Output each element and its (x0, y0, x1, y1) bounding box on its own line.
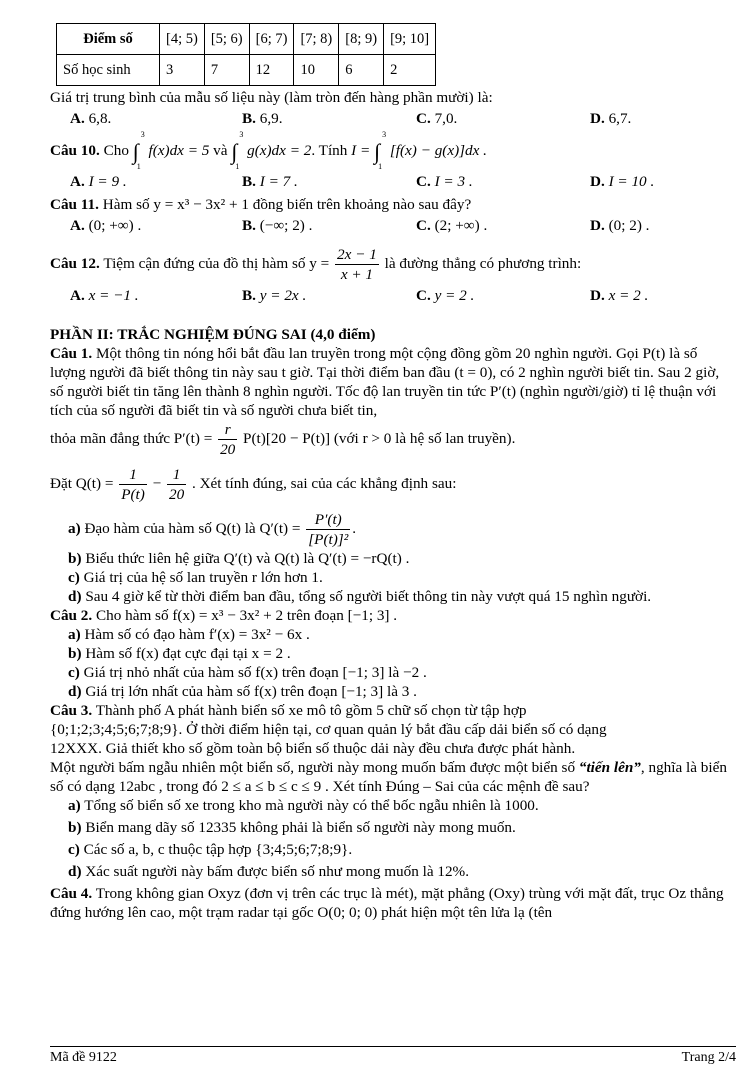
table-cell: 7 (204, 55, 249, 86)
part2-question-1: Câu 1. Một thông tin nóng hổi bắt đầu lan truyền trong một cộng đồng gồm 20 nghìn người. Gọi P(t) là số lượng người đã biết thông tin này sau t giờ. Tại thời điểm ban đầu (t = 0), có 2 nghìn người biết tin. Sau 2 giờ, số người biết tin tăng lên thành 8 nghìn người. Tốc độ lan truyền tin tức P′(t) (nghìn người/giờ) tỉ lệ thuận với tích của số người đã biết tin và số người chưa biết tin, (50, 344, 720, 419)
fraction: $\frac{P'(t)}{\text{[P(t)]²}}$ (308, 510, 349, 548)
fraction: $\frac{1}{20}$ (168, 465, 185, 503)
statement-c: c) Giá trị của hệ số lan truyền r lớn hơn 1. (68, 568, 323, 586)
table-cell: 2 (384, 55, 436, 86)
statement-c: c) Các số a, b, c thuộc tập hợp {3;4;5;6;7;8;9}. (68, 840, 353, 858)
statement-a: a) Đạo hàm của hàm số Q(t) là Q′(t) = $\frac{P'(t)}{\text{[P(t)]²}}$ . (68, 510, 357, 548)
table-cell: [5; 6) (204, 24, 249, 55)
option-b: B. y = 2x . (242, 286, 307, 304)
statement-d: d) Giá trị lớn nhất của hàm số f(x) trên đoạn [−1; 3] là 3 . (68, 682, 417, 700)
question-12: Câu 12. Tiệm cận đứng của đồ thị hàm số y = $\frac{2x - 1}{x + 1}$ là đường thẳng có phương trình: (50, 245, 582, 283)
fraction: $\frac{2x - 1}{x + 1}$ (337, 245, 377, 283)
option-d: D. x = 2 . (590, 286, 649, 304)
option-a: A. 6,8. (70, 110, 112, 127)
page-number: Trang 2/4 (681, 1050, 736, 1065)
table-cell: [7; 8) (294, 24, 339, 55)
option-a: A. (0; +∞) . (70, 216, 142, 234)
part2-question-1-formula: thỏa mãn đẳng thức P′(t) = $\frac{r}{20}$ P(t)[20 − P(t)] (với r > 0 là hệ số lan truyền). (50, 420, 516, 458)
option-a: A. x = −1 . (70, 286, 139, 304)
option-a: A. I = 9 . (70, 172, 127, 190)
table-row (57, 24, 436, 55)
option-c: C. y = 2 . (416, 286, 475, 304)
page-content (50, 23, 736, 922)
part2-question-3-line2: {0;1;2;3;4;5;6;7;8;9}. Ở thời điểm hiện tại, cơ quan quản lý bắt đầu cấp dải biển số có dạng (50, 720, 607, 738)
integral-sign: ∫ 3 1 (231, 130, 244, 171)
statement-b: b) Biển mang dãy số 12335 không phải là biển số người này mong muốn. (68, 818, 516, 836)
exam-code: Mã đề 9122 (50, 1050, 117, 1065)
section-title: PHẦN II: TRẮC NGHIỆM ĐÚNG SAI (4,0 điểm) (50, 325, 376, 343)
fraction: $\frac{r}{20}$ (220, 420, 236, 458)
table-cell: [4; 5) (160, 24, 205, 55)
table-header-cell: Điểm số (57, 24, 160, 55)
option-b: B. 6,9. (242, 110, 283, 127)
part2-question-2: Câu 2. Cho hàm số f(x) = x³ − 3x² + 2 trên đoạn [−1; 3] . (50, 606, 398, 624)
integral-sign: ∫ 3 1 (374, 130, 387, 171)
table-cell: [6; 7) (249, 24, 294, 55)
integral-sign: ∫ 3 1 (132, 130, 145, 171)
statement-a: a) Tổng số biển số xe trong kho mà người này có thể bốc ngẫu nhiên là 1000. (68, 796, 539, 814)
table-cell: [8; 9) (339, 24, 384, 55)
option-c: C. 7,0. (416, 110, 458, 127)
table-header-cell: Số học sinh (57, 55, 160, 86)
table-cell: 10 (294, 55, 339, 86)
part2-question-4: Câu 4. Trong không gian Oxyz (đơn vị trên các trục là mét), mặt phẳng (Oxy) trùng với mặt đất, trục Oz thẳng đứng hướng lên cao, một trạm radar tại gốc O(0; 0; 0) phát hiện một tên lửa lạ (tên (50, 884, 724, 921)
table-cell: 6 (339, 55, 384, 86)
option-b: B. I = 7 . (242, 172, 298, 190)
option-c: C. (2; +∞) . (416, 216, 488, 234)
part2-question-3: Câu 3. Thành phố A phát hành biển số xe mô tô gồm 5 chữ số chọn từ tập hợp (50, 701, 527, 719)
question-9-options (50, 109, 736, 128)
page-footer (50, 1046, 736, 1067)
option-d: D. (0; 2) . (590, 216, 650, 234)
option-c: C. I = 3 . (416, 172, 473, 190)
question-11-options (50, 216, 736, 235)
option-b: B. (−∞; 2) . (242, 216, 313, 234)
option-d: D. 6,7. (590, 110, 632, 127)
frequency-table (56, 23, 436, 86)
fraction: $\frac{1}{P(t)}$ (121, 465, 145, 503)
question-9-text: Giá trị trung bình của mẫu số liệu này (làm tròn đến hàng phần mười) là: (50, 89, 493, 106)
table-cell: [9; 10] (384, 24, 436, 55)
question-12-options (50, 286, 736, 305)
statement-d: d) Sau 4 giờ kể từ thời điểm ban đầu, tổng số người biết thông tin này vượt quá 15 nghìn người. (68, 587, 652, 605)
statement-b: b) Hàm số f(x) đạt cực đại tại x = 2 . (68, 644, 291, 662)
statement-c: c) Giá trị nhỏ nhất của hàm số f(x) trên đoạn [−1; 3] là −2 . (68, 663, 427, 681)
part2-question-3-line3: 12XXX. Giả thiết kho số gồm toàn bộ biển số thuộc dải này đều chưa được phát hành. (50, 739, 576, 757)
statement-a: a) Hàm số có đạo hàm f′(x) = 3x² − 6x . (68, 625, 310, 643)
table-row (57, 55, 436, 86)
question-10-options (50, 172, 736, 191)
statement-d: d) Xác suất người này bấm được biển số như mong muốn là 12%. (68, 862, 469, 880)
question-10: Câu 10. Cho ∫ 3 1 f(x)dx = 5 và ∫ 3 1 g(x)dx = 2. Tính I = ∫ 3 1 [f(x) − g(x)]dx . (50, 130, 487, 171)
question-11: Câu 11. Hàm số y = x³ − 3x² + 1 đồng biến trên khoảng nào sau đây? (50, 195, 472, 213)
part2-question-3-line4: Một người bấm ngẫu nhiên một biển số, người này mong muốn bấm được một biển số “tiến lên”, nghĩa là biển số có dạng 12abc , trong đó 2 ≤ a ≤ b ≤ c ≤ 9 . Xét tính Đúng – Sai của các mệnh đề sau? (50, 758, 727, 795)
table-cell: 12 (249, 55, 294, 86)
option-d: D. I = 10 . (590, 172, 655, 190)
part2-question-1-define: Đặt Q(t) = $\frac{1}{P(t)}$ − $\frac{1}{20}$ . Xét tính đúng, sai của các khẳng định sau: (50, 465, 457, 503)
statement-b: b) Biểu thức liên hệ giữa Q′(t) và Q(t) là Q′(t) = −rQ(t) . (68, 549, 410, 567)
table-cell: 3 (160, 55, 205, 86)
